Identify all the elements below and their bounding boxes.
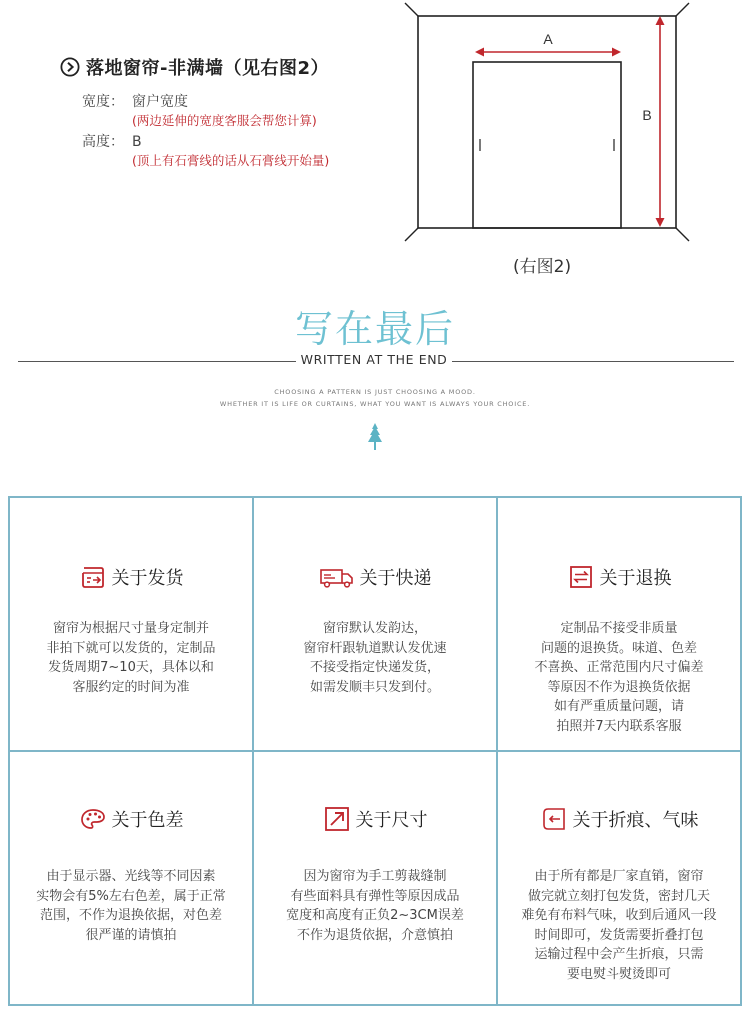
card-line: 窗帘默认发韵达，	[322, 621, 427, 636]
height-value: B	[132, 134, 142, 150]
play-circle-icon	[60, 57, 80, 77]
width-note: (两边延伸的宽度客服会帮您计算)	[132, 113, 317, 128]
card-line: 拍照并7天内联系客服	[556, 718, 682, 734]
diagram-label-a: A	[543, 31, 553, 47]
height-label: 高度：	[82, 134, 124, 150]
card-line: 不接受指定快递发货，	[309, 660, 440, 675]
card-title: 关于退换	[599, 568, 672, 589]
card-line: 有些面料具有弹性等原因成品	[290, 888, 460, 904]
card-creases-odor	[497, 751, 741, 1005]
policy-grid	[8, 496, 742, 1006]
card-line: 由于所有都是厂家直销，窗帘	[534, 869, 704, 884]
card-line: 宽度和高度有正负2~3CM误差	[286, 908, 464, 923]
card-body	[20, 619, 242, 697]
card-line: 发货周期7~10天，具体以和	[48, 660, 214, 675]
card-title: 关于尺寸	[355, 810, 428, 831]
card-body	[264, 867, 486, 945]
fold-return-icon	[540, 807, 568, 831]
resize-arrow-icon	[323, 807, 351, 831]
title-divider-right	[452, 361, 734, 362]
card-line: 窗帘为根据尺寸量身定制并	[52, 621, 209, 636]
card-body	[508, 619, 730, 736]
card-header	[10, 806, 252, 832]
card-line: 很严谨的请慎拍	[85, 927, 177, 943]
card-shipping	[9, 497, 253, 751]
section-heading	[60, 54, 329, 80]
measurement-section	[0, 0, 750, 290]
card-header	[254, 806, 496, 832]
width-spec	[82, 91, 188, 111]
card-line: 范围，不作为退换依据，对色差	[39, 908, 222, 923]
card-line: 问题的退换货。味道、色差	[540, 640, 697, 656]
closing-title: 写在最后	[294, 307, 455, 351]
card-line: 由于显示器、光线等不同因素	[46, 869, 216, 884]
card-line: 时间即可，发货需要折叠打包	[534, 927, 704, 943]
diagram-caption: (右图2)	[513, 257, 572, 277]
slogan-line-1: CHOOSING A PATTERN IS JUST CHOOSING A MOOD.	[274, 388, 476, 396]
card-returns	[497, 497, 741, 751]
color-palette-icon	[79, 807, 107, 831]
closing-title-en: WRITTEN AT THE END	[300, 352, 448, 367]
card-line: 如有严重质量问题，请	[553, 699, 684, 714]
exchange-arrows-icon	[567, 565, 595, 589]
title-divider-left	[18, 361, 296, 362]
card-header	[254, 564, 496, 590]
card-line: 如需发顺丰只发到付。	[309, 679, 440, 695]
card-line: 难免有布料气味，收到后通风一段	[521, 908, 717, 923]
card-line: 实物会有5%左右色差，属于正常	[36, 888, 226, 904]
card-body	[508, 867, 730, 984]
card-header	[498, 564, 740, 590]
card-line: 非拍下就可以发货的，定制品	[46, 640, 216, 656]
card-line: 客服约定的时间为准	[72, 679, 190, 695]
diagram-label-b: B	[642, 107, 652, 123]
slogan-line-2: WHETHER IT IS LIFE OR CURTAINS, WHAT YOU WANT IS ALWAYS YOUR CHOICE.	[219, 400, 531, 408]
delivery-truck-icon	[319, 565, 355, 589]
card-size	[253, 751, 497, 1005]
height-note: (顶上有石膏线的话从石膏线开始量)	[132, 153, 330, 168]
width-value: 窗户宽度	[132, 94, 188, 110]
card-line: 窗帘杆跟轨道默认发优速	[303, 640, 447, 656]
card-color-difference	[9, 751, 253, 1005]
card-courier	[253, 497, 497, 751]
card-line: 因为窗帘为手工剪裁缝制	[303, 869, 447, 884]
window-diagram	[400, 0, 700, 250]
card-title: 关于色差	[111, 810, 184, 831]
card-body	[20, 867, 242, 945]
width-label: 宽度：	[82, 94, 124, 110]
card-line: 定制品不接受非质量	[560, 621, 678, 636]
card-line: 不作为退货依据，介意慎拍	[296, 927, 453, 943]
card-line: 要电熨斗熨烫即可	[566, 966, 671, 982]
heading-text: 落地窗帘-非满墙（见右图2）	[86, 58, 329, 79]
card-body	[264, 619, 486, 697]
card-line: 做完就立刻打包发货，密封几天	[527, 888, 710, 904]
height-spec	[82, 131, 142, 151]
card-header	[498, 806, 740, 832]
card-title: 关于快递	[359, 568, 432, 589]
pine-tree-icon	[365, 422, 385, 452]
card-line: 运输过程中会产生折痕，只需	[534, 947, 704, 962]
card-title: 关于折痕、气味	[572, 810, 699, 831]
shipping-box-icon	[79, 565, 107, 589]
card-title: 关于发货	[111, 568, 184, 589]
card-header	[10, 564, 252, 590]
card-line: 等原因不作为退换货依据	[547, 679, 691, 695]
card-line: 不喜换、正常范围内尺寸偏差	[534, 660, 704, 675]
